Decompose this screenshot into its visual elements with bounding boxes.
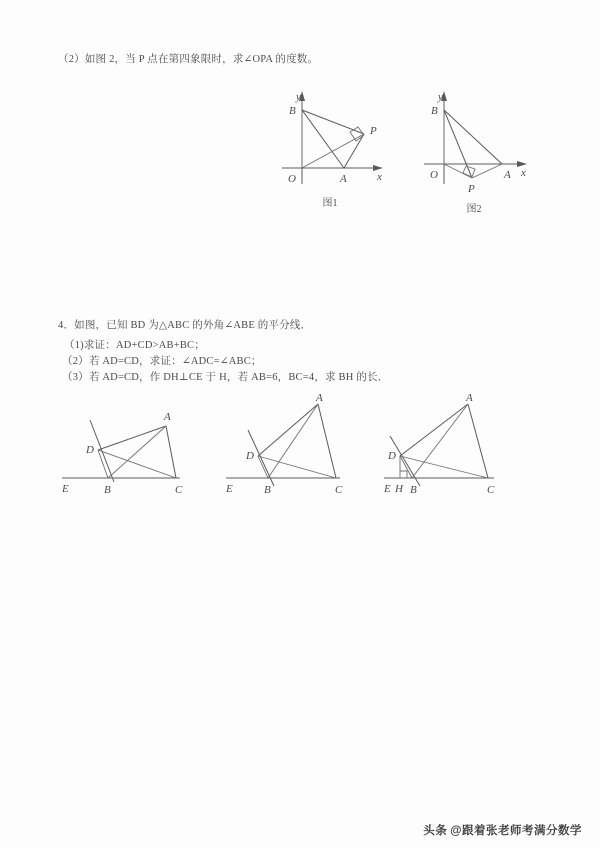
question-4-item-3: （3）若 AD=CD，作 DH⊥CE 于 H，若 AB=6，BC=4，求 BH 的长． xyxy=(62,372,389,383)
label-y-axis: y xyxy=(438,91,443,103)
label-B: B xyxy=(289,105,296,117)
label-A: A xyxy=(164,411,171,423)
label-E: E xyxy=(62,483,69,495)
question-4-item-1: （1)求证：AD+CD>AB+BC； xyxy=(64,340,205,351)
figure-q4-2-drawing xyxy=(222,392,382,500)
question-4-item-2: （2）若 AD=CD，求证：∠ADC=∠ABC； xyxy=(62,356,262,367)
label-B: B xyxy=(410,484,417,496)
figure-tu2-drawing xyxy=(416,88,532,200)
label-y-axis: y xyxy=(296,91,301,103)
footer-watermark xyxy=(423,822,582,838)
figure-q4-2 xyxy=(222,392,382,500)
label-B: B xyxy=(264,484,271,496)
figure-tu1-caption: 图1 xyxy=(322,198,338,209)
question-4-stem: 4．如图，已知 BD 为△ABC 的外角∠ABE 的平分线． xyxy=(58,320,312,331)
figure-q4-3-drawing xyxy=(384,392,544,500)
figure-q4-1 xyxy=(58,408,218,500)
label-O: O xyxy=(430,169,438,181)
right-angle-mark-H xyxy=(400,471,407,478)
label-D: D xyxy=(246,450,254,462)
label-D: D xyxy=(86,444,94,456)
label-E: E xyxy=(226,483,233,495)
label-O: O xyxy=(288,173,296,185)
figure-q4-1-drawing xyxy=(58,408,218,500)
question-2-text: （2）如图 2，当 P 点在第四象限时，求∠OPA 的度数。 xyxy=(58,54,319,65)
figure-tu2 xyxy=(416,88,532,215)
footer-platform: 头条 xyxy=(423,825,448,837)
label-A: A xyxy=(340,173,347,185)
label-C: C xyxy=(487,484,495,496)
label-A: A xyxy=(504,169,511,181)
figure-tu1-drawing xyxy=(272,88,388,192)
label-x-axis: x xyxy=(521,167,526,179)
label-H: H xyxy=(395,483,403,495)
footer-handle: @跟着张老师考满分数学 xyxy=(450,825,582,837)
label-B: B xyxy=(431,105,438,117)
label-B: B xyxy=(104,484,111,496)
label-E: E xyxy=(384,483,391,495)
figure-tu1 xyxy=(272,88,388,209)
label-A: A xyxy=(316,392,323,404)
label-x-axis: x xyxy=(377,171,382,183)
figure-tu2-caption: 图2 xyxy=(466,204,482,215)
label-P: P xyxy=(370,125,377,137)
label-C: C xyxy=(335,484,343,496)
label-A: A xyxy=(466,392,473,404)
label-D: D xyxy=(388,450,396,462)
label-P: P xyxy=(468,183,475,195)
label-C: C xyxy=(175,484,183,496)
figure-q4-3 xyxy=(384,392,544,500)
